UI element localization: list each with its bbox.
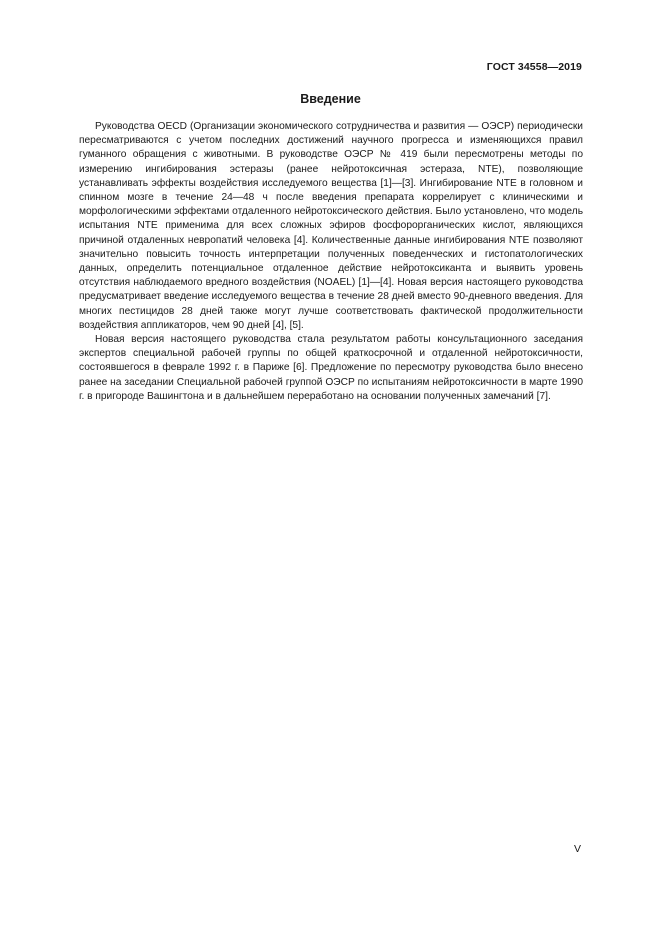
document-code: ГОСТ 34558—2019: [486, 61, 582, 73]
paragraph-2: Новая версия настоящего руководства стала результатом работы консультационного заседания экспертов специальной рабочей группы по общей краткосрочной и отдаленной нейротоксичности, состоявшегося в феврале 1992 г. в Париже [6]. Предложение по пересмотру руководства было внесено ранее на заседании Специальной рабочей группой ОЭСР по испытаниям нейротоксичности в марте 1990 г. в пригороде Вашингтона и в дальнейшем переработано на основании полученных замечаний [7].: [79, 334, 583, 402]
body-text: [79, 120, 583, 404]
page-number: V: [573, 843, 581, 855]
paragraph-1: Руководства OECD (Организации экономического сотрудничества и развития — ОЭСР) периодически пересматриваются с учетом последних достижений научного прогресса и изменяющихся правил гуманного обращения с животными. В руководстве ОЭСР № 419 были пересмотрены методы по измерению ингибирования эстеразы (ранее нейротоксичная эстераза, NTE), позволяющие устанавливать эффекты воздействия исследуемого вещества [1]—[3]. Ингибирование NTE в головном и спинном мозге в течение 24—48 ч после введения препарата коррелирует с клиническими и морфологическими эффектами отдаленного нейротоксического действия. Было установлено, что модель испытания NTE применима для всех сложных эфиров фосфорорганических кислот, являющихся причиной отдаленных невропатий человека [4]. Количественные данные ингибирования NTE позволяют значительно повысить точность интерпретации полученных поведенческих и гистопатологических данных, определить потенциальное отдаленное действие нейротоксиканта и выявить уровень отсутствия наблюдаемого вредного воздействия (NOAEL) [1]—[4]. Новая версия настоящего руководства предусматривает введение исследуемого вещества в течение 28 дней вместо 90-дневного введения. Для многих пестицидов 28 дней также могут лучше соответствовать фактической продолжительности воздействия аппликаторов, чем 90 дней [4], [5].: [79, 121, 583, 331]
section-title: Введение: [300, 92, 361, 106]
